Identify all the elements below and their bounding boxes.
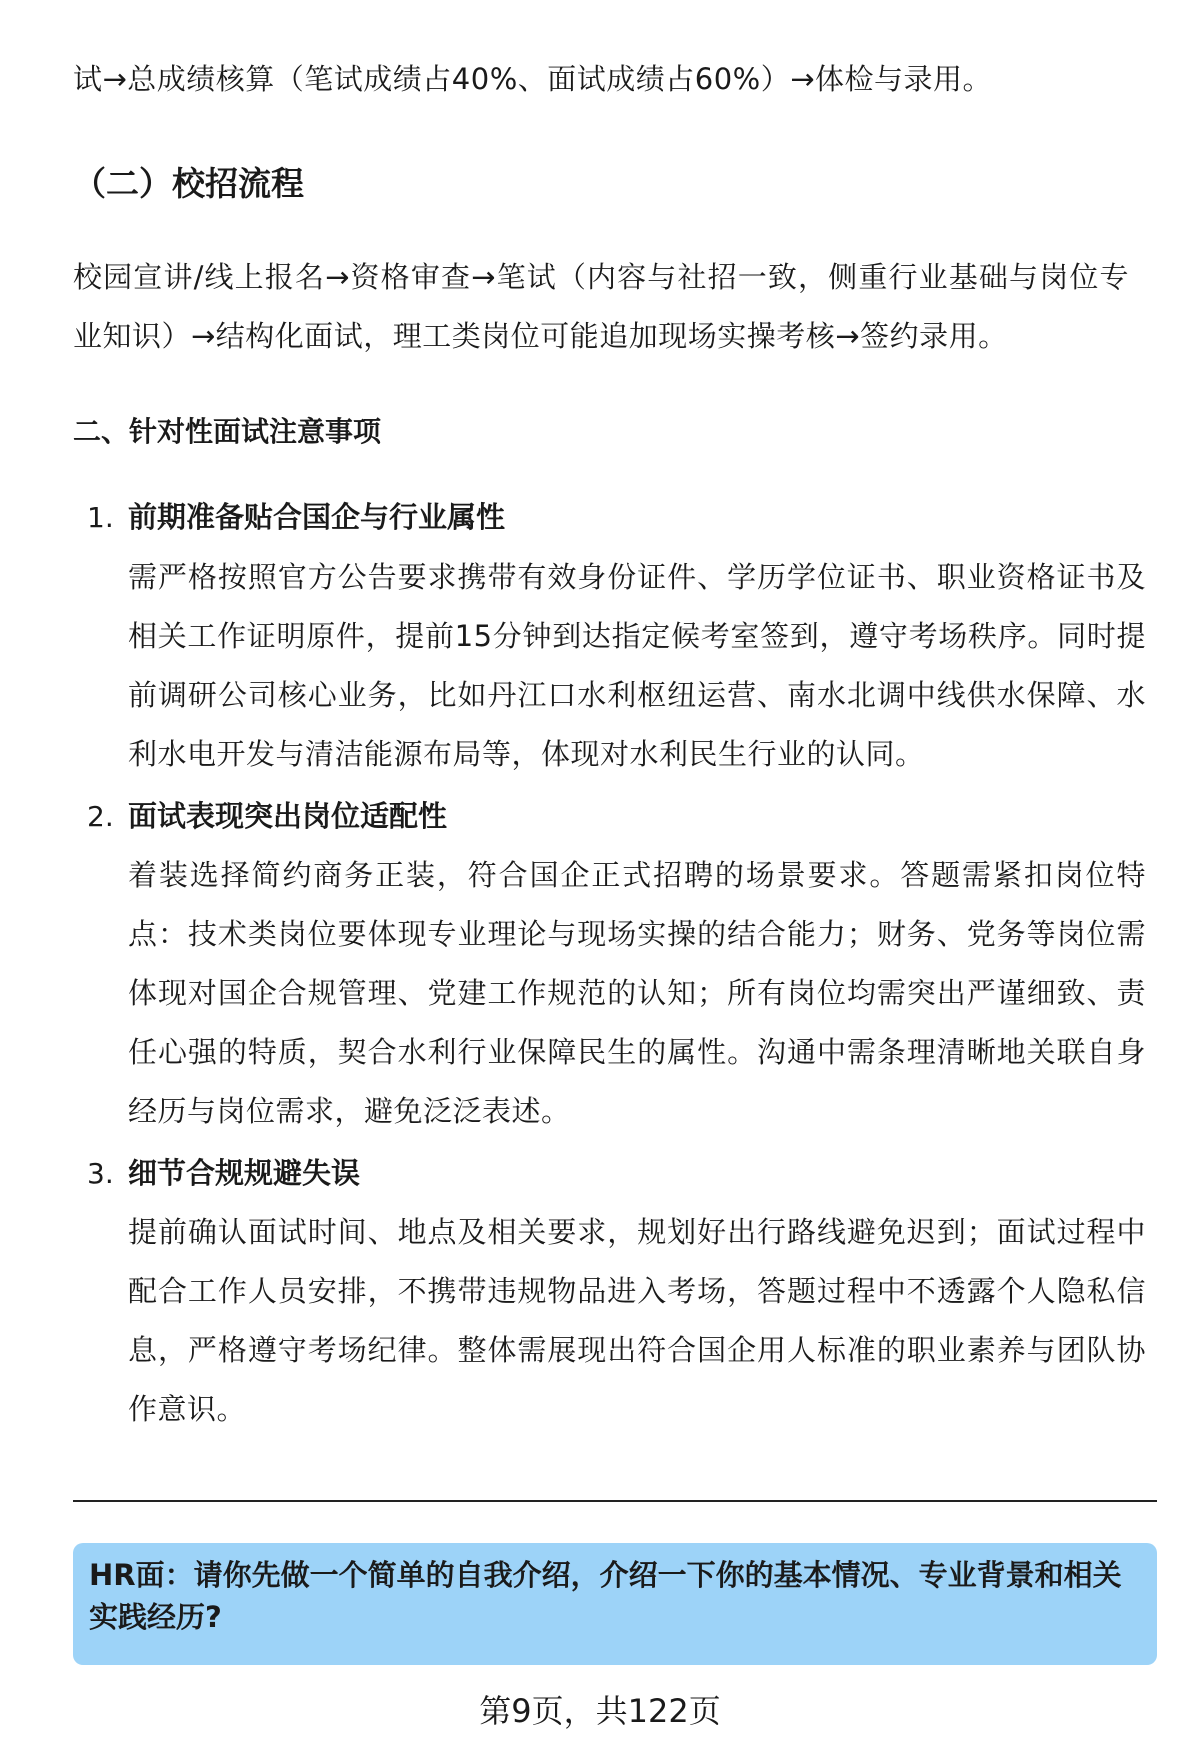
item-number: 1. <box>87 501 114 534</box>
item-number: 2. <box>87 800 114 833</box>
section2-heading: 二、针对性面试注意事项 <box>73 415 382 448</box>
campus-heading: （二）校招流程 <box>73 164 304 203</box>
item-title: 细节合规规避失误 <box>128 1156 361 1190</box>
item-body: 着装选择简约商务正装，符合国企正式招聘的场景要求。答题需紧扣岗位特点：技术类岗位要体现专业理论与现场实操的结合能力；财务、党务等岗位需体现对国企合规管理、党建工作规范的认知；所有岗位均需突出严谨细致、责任心强的特质，契合水利行业保障民生的属性。沟通中需条理清晰地关联自身经历与岗位需求，避免泛泛表述。 <box>128 858 1146 1128</box>
item-title: 前期准备贴合国企与行业属性 <box>128 500 506 534</box>
item-body: 提前确认面试时间、地点及相关要求，规划好出行路线避免迟到；面试过程中配合工作人员安排，不携带违规物品进入考场，答题过程中不透露个人隐私信息，严格遵守考场纪律。整体需展现出符合国企用人标准的职业素养与团队协作意识。 <box>128 1215 1146 1426</box>
divider <box>73 1500 1157 1502</box>
item-body: 需严格按照官方公告要求携带有效身份证件、学历学位证书、职业资格证书及相关工作证明原件，提前15分钟到达指定候考室签到，遵守考场秩序。同时提前调研公司核心业务，比如丹江口水利枢纽运营、南水北调中线供水保障、水利水电开发与清洁能源布局等，体现对水利民生行业的认同。 <box>128 560 1146 771</box>
page-number: 第9页，共122页 <box>479 1692 721 1730</box>
intro-tail-text: 试→总成绩核算（笔试成绩占40%、面试成绩占60%）→体检与录用。 <box>73 62 993 96</box>
campus-body: 校园宣讲/线上报名→资格审查→笔试（内容与社招一致，侧重行业基础与岗位专业知识）→结构化面试，理工类岗位可能追加现场实操考核→签约录用。 <box>73 260 1129 353</box>
question-box: HR面：请你先做一个简单的自我介绍，介绍一下你的基本情况、专业背景和相关实践经历? <box>73 1543 1157 1665</box>
item-title: 面试表现突出岗位适配性 <box>128 799 448 833</box>
item-number: 3. <box>87 1157 114 1190</box>
